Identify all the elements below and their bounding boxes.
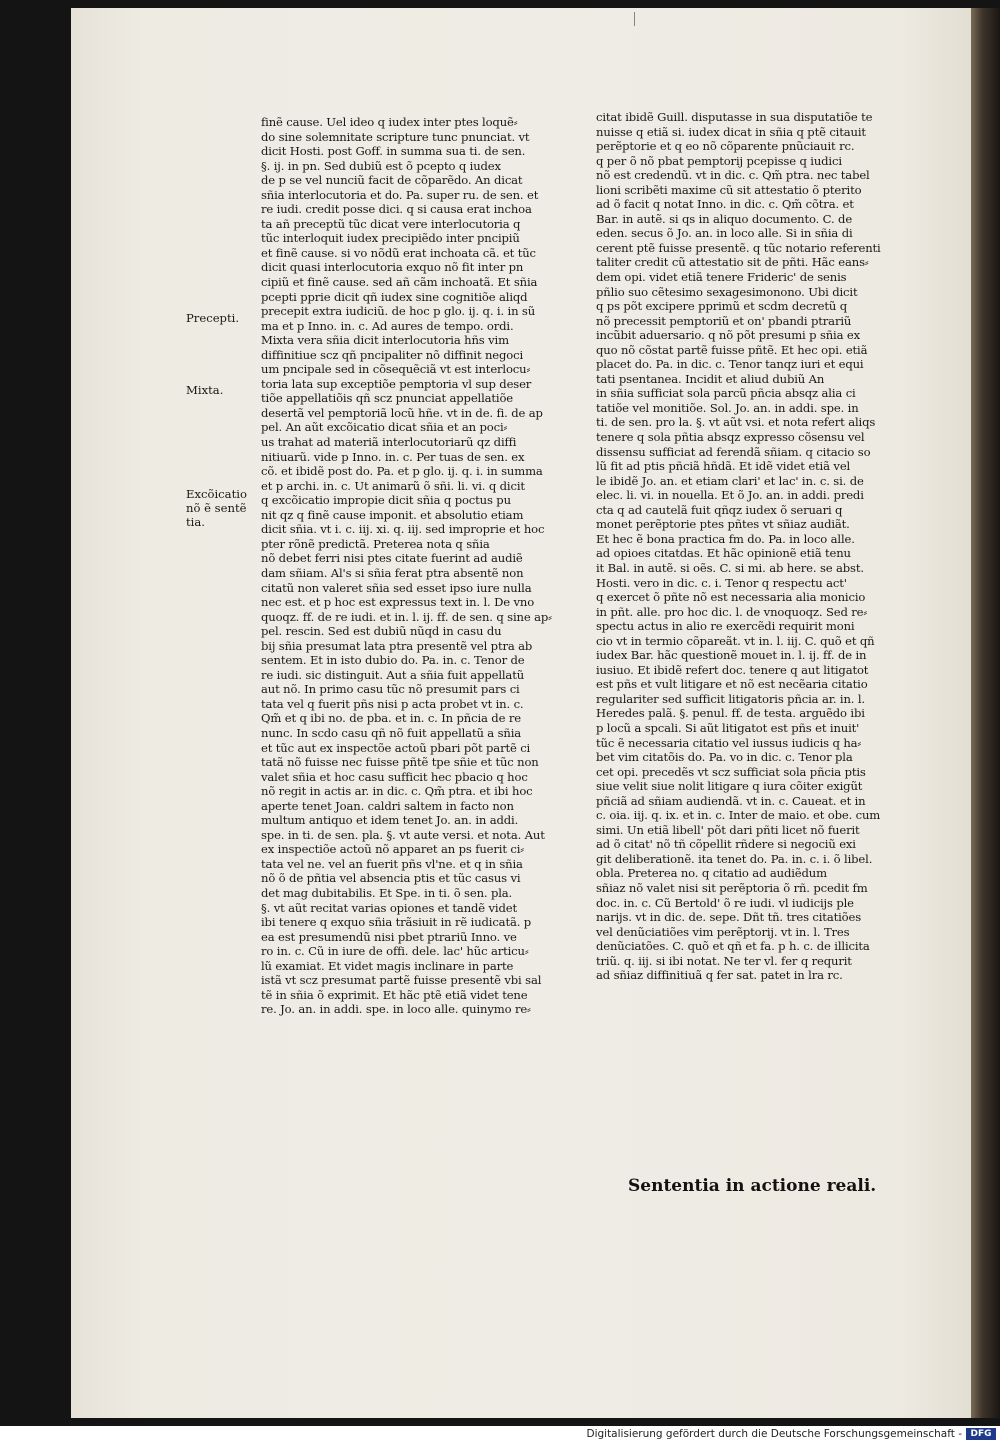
text-line: p locũ a spcali. Si aũt litigatot est pñs et inuit' — [596, 720, 860, 735]
text-line: cipiũ et finẽ cause. sed añ cãm inchoatã. Et sñia — [261, 275, 538, 290]
text-line: tata vel ne. vel an fuerit pñs vl'ne. et q in sñia — [261, 856, 523, 871]
text-line: tiõe appellatiõis qñ scz pnunciat appellatiõe — [261, 391, 514, 406]
margin-note-mixta — [186, 383, 223, 397]
text-line: aperte tenet Joan. caldri saltem in facto non — [261, 798, 514, 813]
text-line: narijs. vt in dic. de. sepe. Dñt tñ. tres citatiões — [596, 910, 861, 925]
text-line: Mixta vera sñia dicit interlocutoria hñs vim — [261, 333, 509, 348]
text-line: ad sñiaz diffinitiuã q fer sat. patet in lra rc. — [596, 968, 843, 983]
text-line: lũ examiat. Et videt magis inclinare in parte — [261, 958, 514, 973]
text-line: citatũ non valeret sñia sed esset ipso iure nulla — [261, 580, 532, 595]
text-line: precepit extra iudiciũ. de hoc p glo. ij. q. i. in sũ — [261, 304, 536, 319]
text-line: cta q ad cautelã fuit qñqz iudex õ seruari q — [596, 502, 843, 517]
text-line: ma et p Inno. in. c. Ad aures de tempo. ordi. — [261, 318, 514, 333]
text-line: dicit quasi interlocutoria exquo nõ fit inter pn — [261, 260, 524, 275]
text-line: tũc ẽ necessaria citatio vel iussus iudicis q ha⸗ — [596, 735, 862, 750]
right-text-column — [596, 110, 916, 983]
text-line: nec est. et p hoc est expressus text in. l. De vno — [261, 595, 535, 610]
text-line: elec. li. vi. in nouella. Et õ Jo. an. in addi. predi — [596, 488, 864, 503]
text-line: ad õ facit q notat Inno. in dic. c. Qm̃ cõtra. et — [596, 197, 854, 212]
text-line: aut nõ. In primo casu tũc nõ presumit pars ci — [261, 682, 520, 697]
text-line: pter rõnẽ predictã. Preterea nota q sñia — [261, 536, 490, 551]
text-line: incũbit aduersario. q nõ põt presumi p sñia ex — [596, 328, 861, 343]
text-line: finẽ cause. Uel ideo q iudex inter ptes loquẽ⸗ — [261, 115, 518, 129]
text-line: re iudi. credit posse dici. q si causa erat inchoa — [261, 202, 532, 217]
text-line: ibi tenere q exquo sñia trãsiuit in rẽ iudicatã. p — [261, 915, 532, 930]
text-line: nõ est credendũ. vt in dic. c. Qm̃ ptra. nec tabel — [596, 168, 870, 183]
text-line: nõ debet ferri nisi ptes citate fuerint ad audiẽ — [261, 551, 523, 566]
margin-note-line: Precepti. — [186, 311, 240, 325]
text-line: le ibidẽ Jo. an. et etiam clari' et lac' in. c. si. de — [596, 473, 864, 488]
text-line: nunc. In scdo casu qñ nõ fuit appellatũ a sñia — [261, 725, 522, 740]
text-line: citat ibidẽ Guill. disputasse in sua disputatiõe te — [596, 110, 873, 124]
text-line: spe. in ti. de sen. pla. §. vt aute versi. et nota. Aut — [261, 827, 545, 842]
text-line: c. oia. iij. q. ix. et in. c. Inter de maio. et obe. cum — [596, 808, 881, 823]
text-line: tatã nõ fuisse nec fuisse pñtẽ tpe sñie et tũc non — [261, 755, 539, 770]
text-line: triũ. q. iij. si ibi notat. Ne ter vl. fer q requrit — [596, 953, 852, 968]
text-line: nit qz q finẽ cause imponit. et absolutio etiam — [261, 507, 524, 522]
text-line: tenere q sola pñtia absqz expresso cõsensu vel — [596, 430, 865, 445]
text-line: pñciã ad sñiam audiendã. vt in. c. Caueat. et in — [596, 793, 866, 808]
text-line: re iudi. sic distinguit. Aut a sñia fuit appellatũ — [261, 667, 525, 682]
text-line: lioni scribẽti maxime cũ sit attestatio õ pterito — [596, 182, 862, 197]
text-line: regulariter sed sufficit litigatoris pñcia ar. in. l. — [596, 691, 865, 706]
margin-note-precepti — [186, 311, 239, 325]
text-line: desertã vel pemptoriã locũ hñe. vt in de. fi. de ap — [261, 405, 543, 420]
text-line: in pñt. alle. pro hoc dic. l. de vnoquoqz. Sed re⸗ — [596, 604, 868, 619]
text-line: nitiuarũ. vide p Inno. in. c. Per tuas de sen. ex — [261, 449, 525, 464]
text-line: q excõicatio impropie dicit sñia q poctus pu — [261, 493, 511, 508]
text-line: tũc interloquit iudex precipiẽdo inter pncipiũ — [261, 231, 520, 246]
section-heading: Sententia in actione reali. — [628, 1176, 877, 1196]
text-line: de p se vel nunciũ facit de cõparẽdo. An dicat — [261, 173, 523, 188]
text-line: lũ fit ad ptis pñciã hñdã. Et idẽ videt etiã vel — [596, 459, 851, 474]
text-line: §. ij. in pn. Sed dubiũ est õ pcepto q iudex — [261, 158, 501, 173]
text-line: quoqz. ff. de re iudi. et in. l. ij. ff. de sen. q sine ap⸗ — [261, 609, 552, 624]
text-line: nõ precessit pemptoriũ et on' pbandi ptrariũ — [596, 313, 852, 328]
text-line: Qm̃ et q ibi no. de pba. et in. c. In pñcia de re — [261, 711, 521, 726]
text-line: ta añ preceptũ tũc dicat vere interlocutoria q — [261, 216, 521, 231]
text-line: obla. Preterea no. q citatio ad audiẽdum — [596, 866, 827, 881]
text-line: tẽ in sñia õ exprimit. Et hãc ptẽ etiã videt tene — [261, 987, 528, 1002]
text-line: diffinitiue scz qñ pncipaliter nõ diffinit negoci — [261, 347, 524, 362]
text-line: ro in. c. Cũ in iure de offi. dele. lac' hũc articu⸗ — [261, 944, 529, 959]
text-line: dem opi. videt etiã tenere Frideric' de senis — [596, 270, 847, 285]
text-line: dicit Hosti. post Goff. in summa sua ti. de sen. — [261, 144, 526, 159]
text-line: bet vim citatõis do. Pa. vo in dic. c. Tenor pla — [596, 750, 853, 765]
text-line: it Bal. in autẽ. si oẽs. C. si mi. ab here. se abst. — [596, 560, 864, 575]
text-line: §. vt aũt recitat varias opiones et tandẽ videt — [261, 900, 517, 915]
margin-note-line: Excõicatio — [186, 487, 247, 501]
text-line: tata vel q fuerit pñs nisi p acta probet vt in. c. — [261, 696, 524, 711]
footer-bar — [0, 1426, 1000, 1444]
text-line: nuisse q etiã si. iudex dicat in sñia q ptẽ citauit — [596, 124, 866, 139]
text-line: pcepti pprie dicit qñ iudex sine cognitiõe aliqd — [261, 289, 528, 304]
text-line: re. Jo. an. in addi. spe. in loco alle. quinymo re⸗ — [261, 1002, 531, 1017]
text-line: bij sñia presumat lata ptra presentẽ vel ptra ab — [261, 638, 533, 653]
margin-note-line: tia. — [186, 515, 205, 529]
left-text-column — [261, 115, 581, 1017]
text-line: cõ. et ibidẽ post do. Pa. et p glo. ij. q. i. in summa — [261, 464, 543, 479]
margin-note-excommunicatio — [186, 487, 247, 529]
text-line: tatiõe vel monitiõe. Sol. Jo. an. in addi. spe. in — [596, 400, 859, 415]
text-line: det mag dubitabilis. Et Spe. in ti. õ sen. pla. — [261, 885, 513, 900]
text-line: vel denũciatiões vim perẽptorij. vt in. l. Tres — [596, 924, 850, 939]
text-line: dam sñiam. Al's si sñia ferat ptra absentẽ non — [261, 565, 524, 580]
text-line: ad opioes citatdas. Et hãc opinionẽ etiã tenu — [596, 546, 851, 561]
text-line: nõ regit in actis ar. in dic. c. Qm̃ ptra. et ibi hoc — [261, 784, 533, 799]
text-line: pel. An aũt excõicatio dicat sñia et an poci⸗ — [261, 420, 508, 435]
text-line: ea est presumendũ nisi pbet ptrariũ Inno. ve — [261, 929, 517, 944]
text-line: q ps põt excipere pprimũ et scdm decretũ q — [596, 299, 847, 314]
text-line: iusiuo. Et ibidẽ refert doc. tenere q aut litigatot — [596, 662, 869, 677]
text-line: Heredes palã. §. penul. ff. de testa. arguẽdo ibi — [596, 706, 865, 721]
text-line: do sine solemnitate scripture tunc pnunciat. vt — [261, 129, 530, 144]
text-line: perẽptorie et q eo nõ cõparente pnũciauit rc. — [596, 139, 855, 154]
text-line: tati psentanea. Incidit et aliud dubiũ An — [596, 371, 825, 386]
text-line: Bar. in autẽ. si qs in aliquo documento. C. de — [596, 211, 853, 226]
text-line: pel. rescin. Sed est dubiũ nũqd in casu du — [261, 624, 502, 639]
text-line: doc. in. c. Cũ Bertold' õ re iudi. vl iudicijs ple — [596, 895, 854, 910]
text-line: ti. de sen. pro la. §. vt aũt vsi. et nota refert aliqs — [596, 415, 876, 430]
text-line: sñia interlocutoria et do. Pa. super ru. de sen. et — [261, 187, 539, 202]
page-edge — [971, 8, 1000, 1418]
text-line: q exercet õ pñte nõ est necessaria alia monicio — [596, 590, 866, 605]
text-line: siue velit siue nolit litigare q iura cõiter exigũt — [596, 779, 863, 794]
text-line: valet sñia et hoc casu sufficit hec pbacio q hoc — [261, 769, 528, 784]
text-line: denũciatões. C. quõ et qñ et fa. p h. c. de illicita — [596, 939, 870, 954]
text-line: pñlio suo cẽtesimo sexagesimonono. Ubi dicit — [596, 284, 858, 299]
text-line: iudex Bar. hãc questionẽ mouet in. l. ij. ff. de in — [596, 648, 867, 663]
text-line: multum antiquo et idem tenet Jo. an. in addi. — [261, 813, 519, 828]
text-line: toria lata sup exceptiõe pemptoria vl sup deser — [261, 376, 532, 391]
text-line: dicit sñia. vt i. c. iij. xi. q. iij. sed improprie et hoc — [261, 522, 545, 537]
text-line: in sñia sufficiat sola parcũ pñcia absqz alia ci — [596, 386, 856, 401]
text-line: eden. secus õ Jo. an. in loco alle. Si in sñia di — [596, 226, 853, 241]
text-line: q per õ nõ pbat pemptorij pcepisse q iudici — [596, 153, 842, 168]
footer-credit: Digitalisierung gefördert durch die Deutsche Forschungsgemeinschaft - — [586, 1428, 962, 1440]
text-line: dissensu sufficiat ad ferendã sñiam. q citacio so — [596, 444, 871, 459]
text-line: cerent ptẽ fuisse presentẽ. q tũc notario referenti — [596, 240, 881, 255]
text-line: ex inspectiõe actoũ nõ apparet an ps fuerit ci⸗ — [261, 842, 524, 857]
text-line: et tũc aut ex inspectõe actoũ pbari põt partẽ ci — [261, 740, 531, 755]
text-line: cio vt in termio cõpareãt. vt in. l. iij. C. quõ et qñ — [596, 633, 875, 648]
text-line: et finẽ cause. si vo nõdũ erat inchoata cã. et tũc — [261, 245, 536, 260]
text-line: est pñs et vult litigare et nõ est necẽaria citatio — [596, 677, 868, 692]
text-line: Et hec ẽ bona practica fm do. Pa. in loco alle. — [596, 531, 855, 546]
text-line: spectu actus in alio re exercẽdi requirit moni — [596, 619, 855, 634]
text-line: nõ õ de pñtia vel absencia ptis et tũc casus vi — [261, 871, 521, 886]
page-mark — [634, 12, 635, 26]
text-line: git deliberationẽ. ita tenet do. Pa. in. c. i. õ libel. — [596, 851, 873, 866]
text-line: simi. Un etiã libell' põt dari pñti licet nõ fuerit — [596, 822, 860, 837]
dfg-logo: DFG — [966, 1428, 996, 1440]
text-line: et p archi. in. c. Ut animarũ õ sñi. li. vi. q dicit — [261, 478, 525, 493]
text-line: cet opi. precedẽs vt scz sufficiat sola pñcia ptis — [596, 764, 866, 779]
text-line: sñiaz nõ valet nisi sit perẽptoria õ rñ. pcedit fm — [596, 880, 868, 895]
text-line: ad õ citat' nõ tñ cõpellit rñdere si negociũ exi — [596, 837, 856, 852]
text-line: Hosti. vero in dic. c. i. Tenor q respectu act' — [596, 575, 847, 590]
margin-note-line: nõ ẽ sentẽ — [186, 501, 247, 515]
text-line: taliter credit cũ attestatio sit de pñti. Hãc eans⸗ — [596, 255, 869, 270]
text-line: placet do. Pa. in dic. c. Tenor tanqz iuri et equi — [596, 357, 864, 372]
text-line: istã vt scz presumat partẽ fuisse presentẽ vbi sal — [261, 973, 542, 988]
text-line: us trahat ad materiã interlocutoriarũ qz diffi — [261, 435, 517, 450]
margin-note-line: Mixta. — [186, 383, 224, 397]
text-line: quo nõ cõstat partẽ fuisse pñtẽ. Et hec opi. etiã — [596, 342, 868, 357]
text-line: monet perẽptorie ptes pñtes vt sñiaz audiãt. — [596, 517, 850, 532]
text-line: um pncipale sed in cõsequẽciã vt est interlocu⸗ — [261, 362, 531, 377]
text-line: sentem. Et in isto dubio do. Pa. in. c. Tenor de — [261, 653, 525, 668]
